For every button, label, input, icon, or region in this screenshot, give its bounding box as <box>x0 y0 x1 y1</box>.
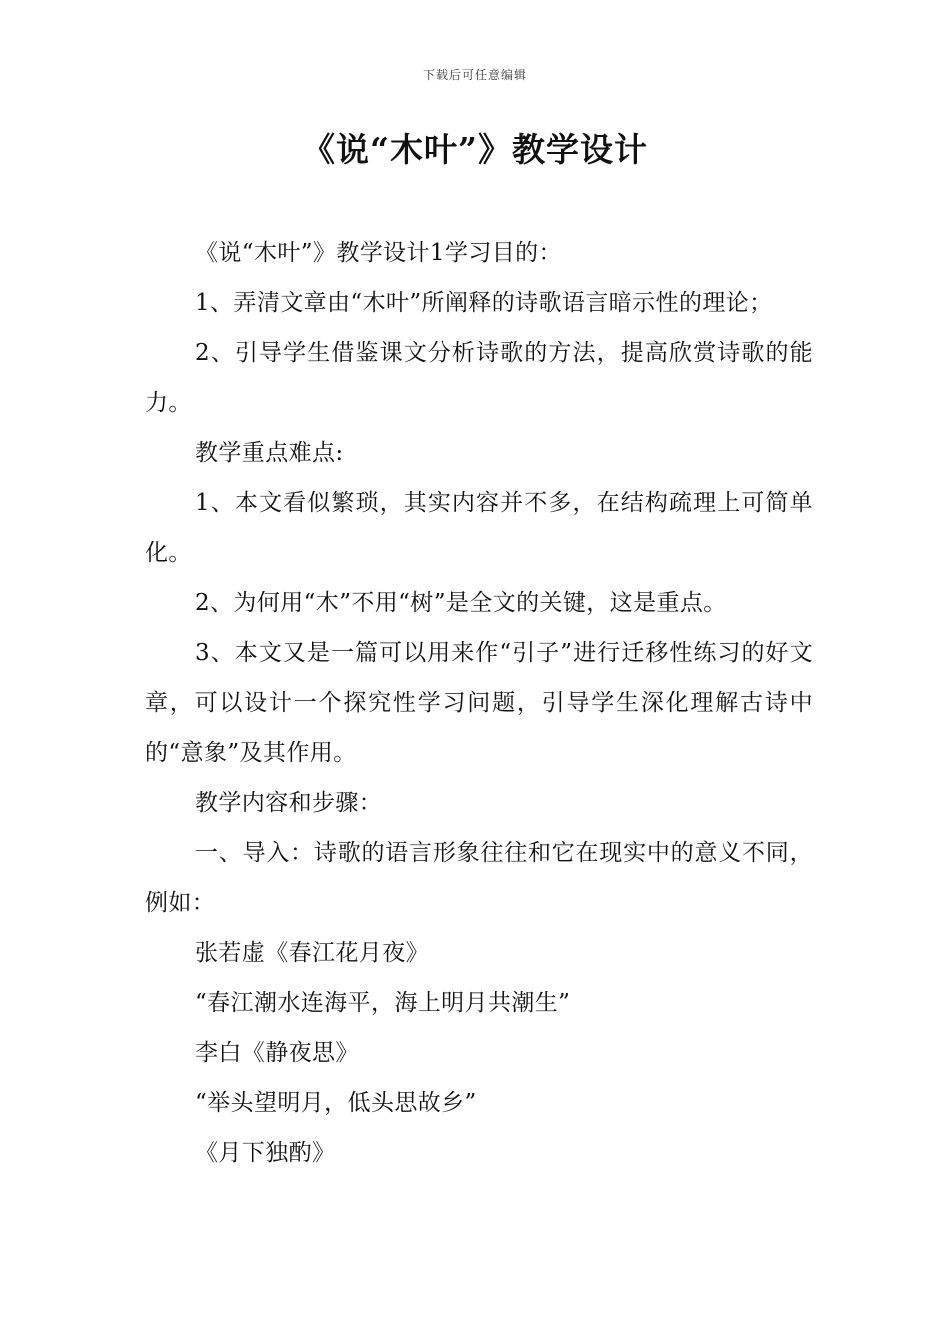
document-title: 《说“木叶”》教学设计 <box>302 130 648 169</box>
paragraph-key-point-3: 3、本文又是一篇可以用来作“引子”进行迁移性练习的好文章，可以设计一个探究性学习问题，引导学生深化理解古诗中的“意象”及其作用。 <box>145 640 813 766</box>
paragraph-steps-heading: 教学内容和步骤： <box>195 790 383 816</box>
paragraph-poem-title-3: 《月下独酌》 <box>195 1140 336 1166</box>
paragraph-poem-title-2: 李白《静夜思》 <box>195 1040 359 1066</box>
document-body <box>145 228 813 1178</box>
paragraph-key-point-1: 1、本文看似繁琐，其实内容并不多，在结构疏理上可简单化。 <box>145 490 813 566</box>
paragraph-poem-line-2: “举头望明月，低头思故乡” <box>195 1090 477 1116</box>
paragraph-learning-goals: 《说“木叶”》教学设计1学习目的： <box>195 240 562 266</box>
paragraph-poem-title-1: 张若虚《春江花月夜》 <box>195 940 429 966</box>
page-header-note: 下载后可任意编辑 <box>422 68 527 82</box>
paragraph-poem-line-1: “春江潮水连海平，海上明月共潮生” <box>195 990 571 1016</box>
paragraph-goal-2: 2、引导学生借鉴课文分析诗歌的方法，提高欣赏诗歌的能力。 <box>145 340 813 416</box>
paragraph-goal-1: 1、弄清文章由“木叶”所阐释的诗歌语言暗示性的理论； <box>195 290 773 316</box>
paragraph-introduction: 一、导入：诗歌的语言形象往往和它在现实中的意义不同，例如： <box>145 840 813 916</box>
paragraph-key-point-2: 2、为何用“木”不用“树”是全文的关键，这是重点。 <box>195 590 727 616</box>
paragraph-key-points-heading: 教学重点难点: <box>195 440 344 466</box>
